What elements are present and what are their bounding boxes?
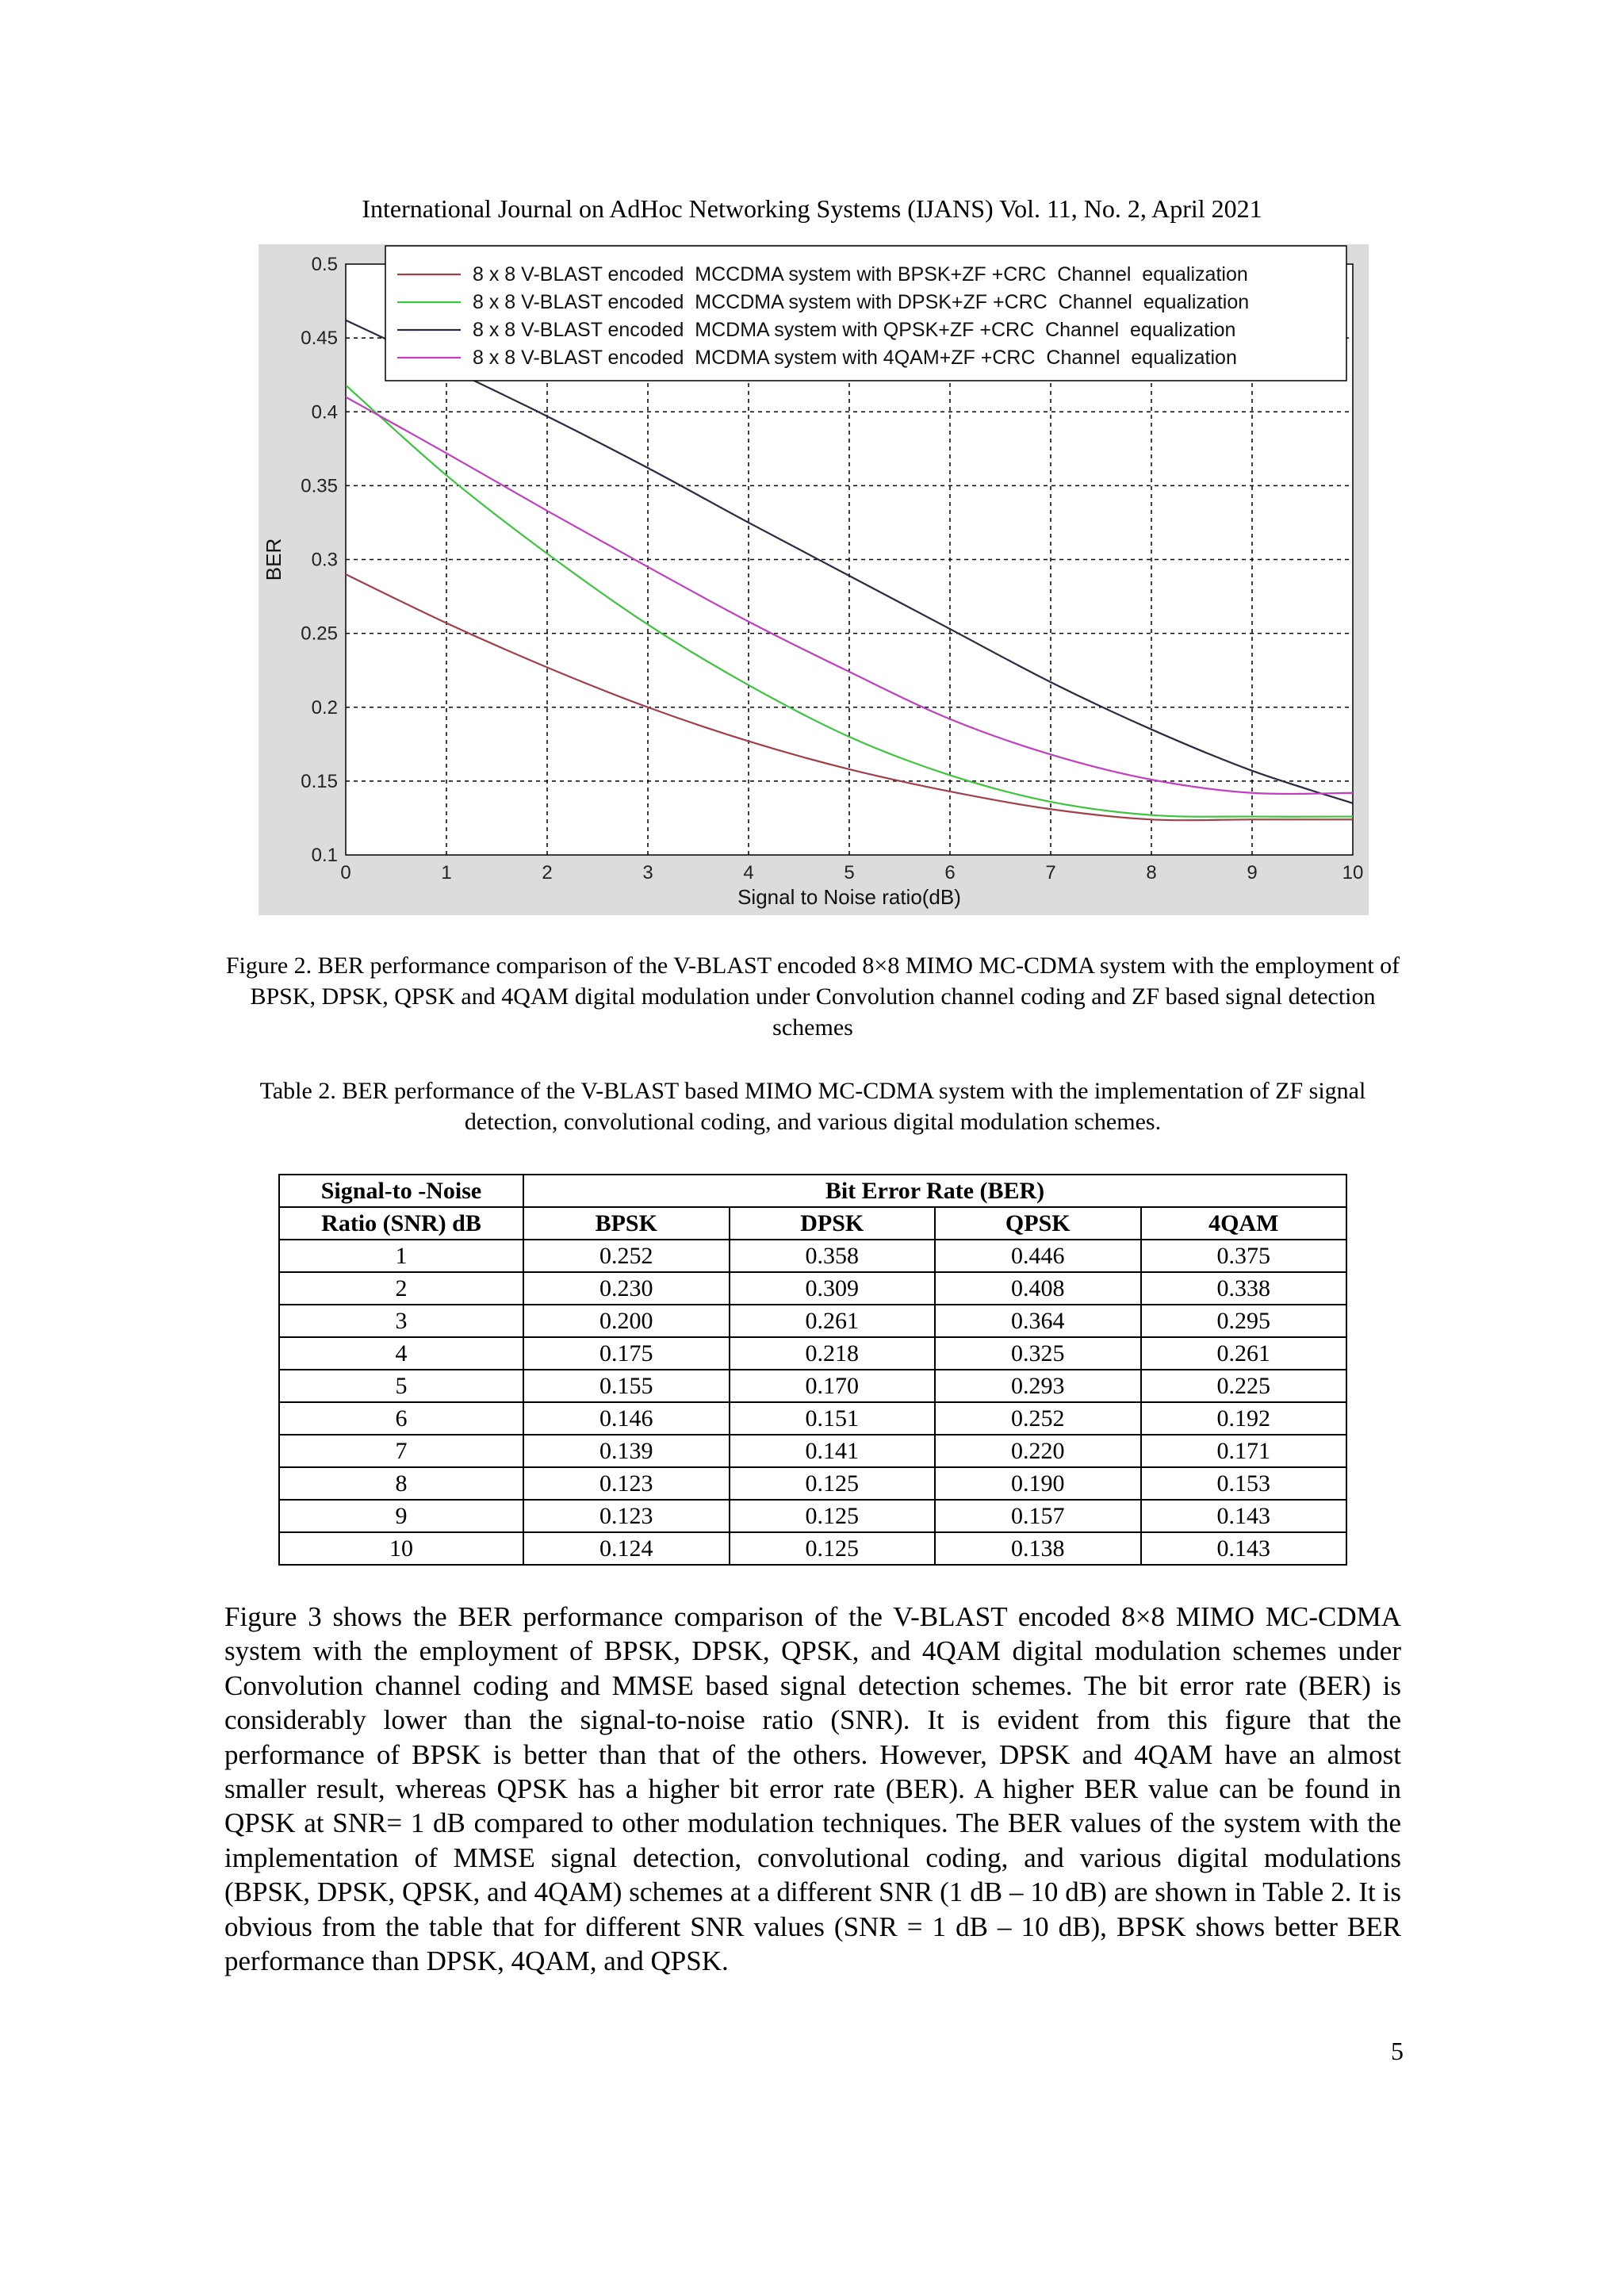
ber-table-wrapper — [278, 1174, 1347, 1566]
y-tick-label: 0.25 — [301, 623, 338, 645]
table-row — [279, 1467, 1346, 1500]
table-cell-snr: 3 — [279, 1305, 523, 1337]
table-row — [279, 1305, 1346, 1337]
ber-group-header: Bit Error Rate (BER) — [523, 1175, 1346, 1207]
legend-entry-label: 8 x 8 V-BLAST encoded MCCDMA system with BPSK+ZF +CRC Channel equalization — [473, 263, 1248, 286]
table-cell-ber: 0.375 — [1141, 1240, 1347, 1272]
table-cell-ber: 0.151 — [730, 1402, 936, 1435]
table-cell-snr: 4 — [279, 1337, 523, 1370]
column-header-bpsk: BPSK — [523, 1207, 730, 1240]
table-cell-ber: 0.125 — [730, 1467, 936, 1500]
table-cell-snr: 6 — [279, 1402, 523, 1435]
column-header-qpsk: QPSK — [935, 1207, 1141, 1240]
x-tick-label: 7 — [1045, 862, 1056, 884]
y-tick-label: 0.45 — [301, 328, 338, 350]
legend-entry-label: 8 x 8 V-BLAST encoded MCCDMA system with DPSK+ZF +CRC Channel equalization — [473, 291, 1250, 313]
table-cell-ber: 0.261 — [730, 1305, 936, 1337]
body-paragraph: Figure 3 shows the BER performance comparison of the V-BLAST encoded 8×8 MIMO MC-CDMA system with the employment of BPSK, DPSK, QPSK, and 4QAM digital modulation schemes under Convolution channel coding and MMSE based signal detection schemes. The bit error rate (BER) is considerably lower than the signal-to-noise ratio (SNR). It is evident from this figure that the performance of BPSK is better than that of the others. However, DPSK and 4QAM have an almost smaller result, whereas QPSK has a higher bit error rate (BER). A higher BER value can be found in QPSK at SNR= 1 dB compared to other modulation techniques. The BER values of the system with the implementation of MMSE signal detection, convolutional coding, and various digital modulations (BPSK, DPSK, QPSK, and 4QAM) schemes at a different SNR (1 dB – 10 dB) are shown in Table 2. It is obvious from the table that for different SNR values (SNR = 1 dB – 10 dB), BPSK shows better BER performance than DPSK, 4QAM, and QPSK. — [224, 1601, 1401, 1977]
x-tick-label: 0 — [340, 862, 351, 884]
y-tick-label: 0.4 — [311, 401, 338, 424]
table-cell-ber: 0.408 — [935, 1272, 1141, 1305]
table-header-row-1 — [279, 1175, 1346, 1207]
table-cell-snr: 5 — [279, 1370, 523, 1402]
x-tick-label: 2 — [542, 862, 553, 884]
table-cell-ber: 0.190 — [935, 1467, 1141, 1500]
table-cell-ber: 0.252 — [935, 1402, 1141, 1435]
figure-caption: Figure 2. BER performance comparison of the V-BLAST encoded 8×8 MIMO MC-CDMA system with the employment of BPSK, DPSK, QPSK and 4QAM digital modulation under Convolution channel coding and ZF based signal detection schemes — [225, 953, 1400, 1041]
table-cell-ber: 0.146 — [523, 1402, 730, 1435]
table-caption: Table 2. BER performance of the V-BLAST based MIMO MC-CDMA system with the implementation of ZF signal detection, convolutional coding, and various digital modulation schemes. — [259, 1078, 1366, 1135]
table-cell-ber: 0.125 — [730, 1500, 936, 1532]
table-cell-ber: 0.358 — [730, 1240, 936, 1272]
table-cell-ber: 0.124 — [523, 1532, 730, 1565]
table-cell-ber: 0.141 — [730, 1435, 936, 1467]
table-cell-ber: 0.123 — [523, 1467, 730, 1500]
x-tick-label: 1 — [441, 862, 452, 884]
table-row — [279, 1435, 1346, 1467]
table-cell-ber: 0.170 — [730, 1370, 936, 1402]
table-cell-ber: 0.261 — [1141, 1337, 1347, 1370]
ber-line-chart — [259, 244, 1369, 915]
snr-header-line1: Signal-to -Noise — [279, 1175, 523, 1207]
table-cell-ber: 0.309 — [730, 1272, 936, 1305]
table-cell-ber: 0.364 — [935, 1305, 1141, 1337]
table-cell-ber: 0.218 — [730, 1337, 936, 1370]
figure-2-chart — [259, 244, 1369, 915]
x-tick-label: 9 — [1247, 862, 1258, 884]
table-cell-ber: 0.153 — [1141, 1467, 1347, 1500]
table-cell-ber: 0.171 — [1141, 1435, 1347, 1467]
x-tick-label: 10 — [1342, 862, 1364, 884]
journal-header: International Journal on AdHoc Networking Systems (IJANS) Vol. 11, No. 2, April 2021 — [362, 194, 1262, 223]
x-tick-label: 6 — [944, 862, 956, 884]
x-tick-label: 5 — [844, 862, 855, 884]
x-tick-label: 4 — [743, 862, 754, 884]
table-cell-ber: 0.155 — [523, 1370, 730, 1402]
table-row — [279, 1370, 1346, 1402]
table-body — [279, 1240, 1346, 1565]
table-cell-ber: 0.139 — [523, 1435, 730, 1467]
table-cell-snr: 8 — [279, 1467, 523, 1500]
table-row — [279, 1240, 1346, 1272]
table-cell-ber: 0.225 — [1141, 1370, 1347, 1402]
y-tick-label: 0.35 — [301, 475, 338, 497]
y-tick-label: 0.15 — [301, 770, 338, 792]
column-header-4qam: 4QAM — [1141, 1207, 1347, 1240]
table-header-row-2 — [279, 1207, 1346, 1240]
table-cell-ber: 0.143 — [1141, 1500, 1347, 1532]
y-tick-label: 0.5 — [311, 254, 338, 275]
x-tick-label: 8 — [1146, 862, 1157, 884]
legend-entry-label: 8 x 8 V-BLAST encoded MCDMA system with QPSK+ZF +CRC Channel equalization — [473, 319, 1236, 341]
table-row — [279, 1337, 1346, 1370]
table-cell-ber: 0.143 — [1141, 1532, 1347, 1565]
table-cell-ber: 0.325 — [935, 1337, 1141, 1370]
table-cell-ber: 0.252 — [523, 1240, 730, 1272]
table-cell-ber: 0.230 — [523, 1272, 730, 1305]
page-number: 5 — [1391, 2037, 1404, 2065]
table-cell-snr: 10 — [279, 1532, 523, 1565]
table-cell-snr: 9 — [279, 1500, 523, 1532]
table-row — [279, 1532, 1346, 1565]
table-cell-ber: 0.123 — [523, 1500, 730, 1532]
table-cell-ber: 0.125 — [730, 1532, 936, 1565]
table-cell-ber: 0.200 — [523, 1305, 730, 1337]
table-cell-ber: 0.295 — [1141, 1305, 1347, 1337]
table-cell-ber: 0.338 — [1141, 1272, 1347, 1305]
y-tick-label: 0.1 — [311, 845, 338, 866]
y-axis-label: BER — [262, 538, 285, 581]
table-cell-ber: 0.138 — [935, 1532, 1141, 1565]
snr-header-line2: Ratio (SNR) dB — [279, 1207, 523, 1240]
table-row — [279, 1272, 1346, 1305]
table-cell-ber: 0.220 — [935, 1435, 1141, 1467]
table-cell-ber: 0.157 — [935, 1500, 1141, 1532]
table-cell-ber: 0.293 — [935, 1370, 1141, 1402]
table-cell-snr: 2 — [279, 1272, 523, 1305]
y-tick-label: 0.3 — [311, 549, 338, 571]
table-cell-ber: 0.446 — [935, 1240, 1141, 1272]
column-header-dpsk: DPSK — [730, 1207, 936, 1240]
table-cell-ber: 0.175 — [523, 1337, 730, 1370]
ber-table — [278, 1174, 1347, 1566]
y-tick-label: 0.2 — [311, 696, 338, 719]
table-row — [279, 1402, 1346, 1435]
table-cell-snr: 1 — [279, 1240, 523, 1272]
table-row — [279, 1500, 1346, 1532]
table-cell-snr: 7 — [279, 1435, 523, 1467]
legend-entry-label: 8 x 8 V-BLAST encoded MCDMA system with 4QAM+ZF +CRC Channel equalization — [473, 347, 1237, 369]
table-cell-ber: 0.192 — [1141, 1402, 1347, 1435]
x-tick-label: 3 — [642, 862, 653, 884]
x-axis-label: Signal to Noise ratio(dB) — [737, 885, 961, 909]
